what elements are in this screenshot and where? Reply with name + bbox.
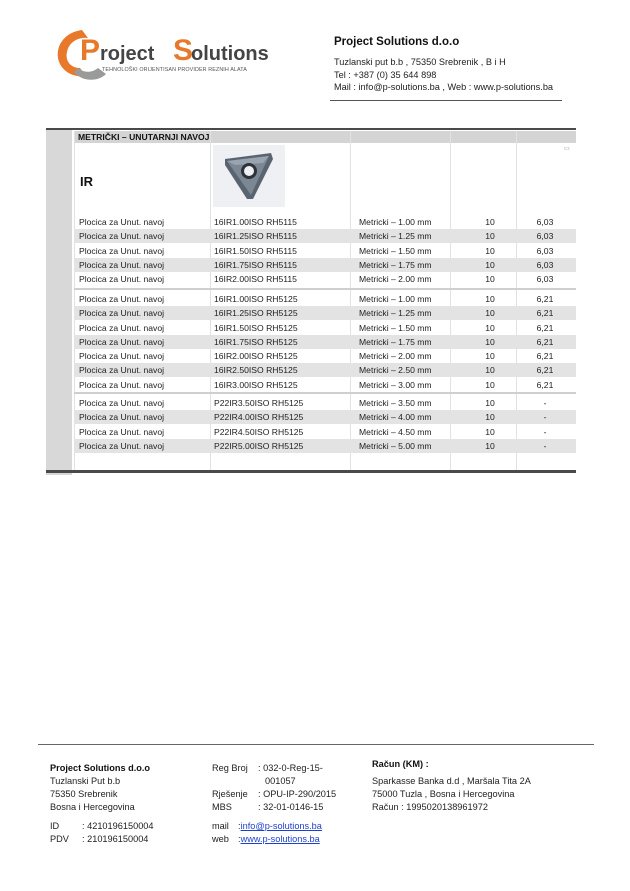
cell-product-name: Plocica za Unut. navoj [79,440,165,451]
company-mail-web: Mail : info@p-solutions.ba , Web : www.p-solutions.ba [334,82,554,92]
table-bottom-rule [46,470,576,473]
footer-reg-row [212,762,336,775]
logo-word-project: roject [100,43,155,65]
cell-product-name: Plocica za Unut. navoj [79,308,165,319]
cell-product-code: P22IR4.50ISO RH5125 [214,426,304,437]
cell-product-name: Plocica za Unut. navoj [79,379,165,390]
cell-price: 6,03 [536,245,554,256]
footer-mail-link[interactable]: info@p-solutions.ba [240,821,322,831]
footer-reg-row-2 [212,775,336,788]
footer-bank-account: Račun : 1995020138961972 [372,802,488,812]
footer-divider [38,744,594,745]
cell-product-code: 16IR1.00ISO RH5115 [214,217,297,227]
cell-thread-type: Metricki – 1.00 mm [359,294,432,304]
footer-web-row [212,833,336,846]
cell-product-code: 16IR1.75ISO RH5125 [214,336,298,347]
thread-insert-image [213,145,285,207]
table-row [74,335,576,349]
logo-letter-p: P [80,34,101,67]
cell-quantity: 10 [485,398,495,408]
cell-thread-type: Metricki – 1.75 mm [359,336,432,347]
table-row [74,410,576,424]
cell-product-code: 16IR1.25ISO RH5115 [214,231,297,242]
product-type-label: IR [80,174,93,189]
group-separator [74,392,576,394]
cell-price: 6,21 [536,351,554,361]
cell-product-name: Plocica za Unut. navoj [79,259,165,270]
cell-quantity: 10 [485,440,495,451]
cell-price: 6,21 [536,379,554,390]
cell-product-name: Plocica za Unut. navoj [79,336,165,347]
cell-product-code: 16IR1.00ISO RH5125 [214,294,298,304]
cell-price: - [543,412,547,423]
footer-company-name: Project Solutions d.o.o [50,763,151,773]
cell-thread-type: Metricki – 4.50 mm [359,426,432,437]
footer-mail-separator: : [238,821,241,831]
footer-id-row [50,820,154,833]
cell-price: 6,21 [536,365,554,376]
cell-quantity: 10 [485,217,495,227]
footer-reg-value: : 032-0-Reg-15- [258,763,323,773]
footer-reg-value-2: 001057 [265,776,296,786]
cell-price: 6,21 [536,322,554,333]
cell-price: - [543,398,547,408]
footer-rjesenje-row [212,788,336,801]
cell-quantity: 10 [485,274,495,284]
cell-product-code: P22IR3.50ISO RH5125 [214,398,304,408]
footer-rjesenje-label: Rješenje [212,789,248,799]
footer-web-link[interactable]: www.p-solutions.ba [240,834,320,844]
company-address: Tuzlanski put b.b , 75350 Srebrenik , B i H [334,57,506,67]
table-row [74,229,576,243]
cell-quantity: 10 [485,351,495,361]
footer-mbs-row [212,801,336,814]
table-row [74,363,576,377]
cell-thread-type: Metricki – 1.25 mm [359,308,432,319]
cell-product-code: P22IR5.00ISO RH5125 [214,440,304,451]
footer-id-value: : 4210196150004 [82,821,154,831]
footer-pdv-label: PDV [50,834,69,844]
table-row [74,244,576,258]
cell-price: 6,03 [536,259,554,270]
footer-bank-line-1: Sparkasse Banka d.d , Maršala Tita 2A [372,776,531,786]
footer-id-label: ID [50,821,60,831]
cell-product-name: Plocica za Unut. navoj [79,426,165,437]
footer-rjesenje-value: : OPU-IP-290/2015 [258,789,337,799]
cell-product-name: Plocica za Unut. navoj [79,398,165,408]
table-row [74,306,576,320]
cell-product-name: Plocica za Unut. navoj [79,365,165,376]
cell-thread-type: Metricki – 1.50 mm [359,322,432,333]
cell-thread-type: Metricki – 4.00 mm [359,412,432,423]
logo-tagline: TEHNOLOŠKI ORIJENTISAN PROVIDER REZNIH ALATA [102,67,247,73]
cell-price: 6,21 [536,294,554,304]
cell-product-code: 16IR3.00ISO RH5125 [214,379,298,390]
cell-quantity: 10 [485,294,495,304]
cell-thread-type: Metricki – 2.00 mm [359,351,432,361]
table-row [74,292,576,306]
footer-bank-title: Račun (KM) : [372,759,429,769]
cell-quantity: 10 [485,308,495,319]
company-logo [52,24,269,86]
table-row [74,378,576,392]
cell-price: 6,03 [536,217,554,227]
footer-address-2: 75350 Srebrenik [50,789,118,799]
footer-address-1: Tuzlanski Put b.b [50,776,121,786]
table-row [74,439,576,453]
footer-pdv-row [50,833,154,846]
cell-thread-type: Metricki – 3.50 mm [359,398,432,408]
cell-product-code: 16IR2.00ISO RH5115 [214,274,297,284]
cell-thread-type: Metricki – 1.00 mm [359,217,432,227]
logo-word-solutions: olutions [191,43,269,65]
cell-thread-type: Metricki – 2.50 mm [359,365,432,376]
cell-product-name: Plocica za Unut. navoj [79,217,165,227]
footer-pdv-value: : 210196150004 [82,834,149,844]
cell-product-name: Plocica za Unut. navoj [79,322,165,333]
cell-quantity: 10 [485,245,495,256]
section-title: METRIČKI – UNUTARNJI NAVOJ [78,132,210,142]
cell-product-code: 16IR2.50ISO RH5125 [214,365,298,376]
table-row [74,396,576,410]
cell-price: - [543,426,547,437]
cell-price: 6,03 [536,274,554,284]
group-separator [74,288,576,290]
table-top-rule [46,128,576,130]
cell-product-code: 16IR1.50ISO RH5125 [214,322,298,333]
table-row [74,425,576,439]
cell-quantity: 10 [485,322,495,333]
cell-product-code: 16IR1.75ISO RH5115 [214,259,297,270]
footer-company-column [50,762,154,846]
cell-quantity: 10 [485,336,495,347]
footer-reg-label: Reg Broj [212,763,248,773]
table-row [74,215,576,229]
footer-mail-row [212,820,336,833]
cell-thread-type: Metricki – 1.75 mm [359,259,432,270]
cell-thread-type: Metricki – 5.00 mm [359,440,432,451]
table-row [74,272,576,286]
cell-product-name: Plocica za Unut. navoj [79,245,165,256]
table-row [74,349,576,363]
footer-mail-label: mail [212,821,229,831]
footer-mbs-label: MBS [212,802,232,812]
table-row [74,258,576,272]
cell-price: 6,21 [536,308,554,319]
cell-quantity: 10 [485,412,495,423]
cell-quantity: 10 [485,259,495,270]
company-phone: Tel : +387 (0) 35 644 898 [334,69,437,80]
reference-mark: ▭ [564,146,570,152]
cell-product-code: 16IR1.25ISO RH5125 [214,308,298,319]
footer-web-label: web [212,834,229,844]
cell-product-name: Plocica za Unut. navoj [79,351,165,361]
cell-price: - [543,440,547,451]
company-contact-block [334,36,594,94]
cell-thread-type: Metricki – 1.25 mm [359,231,432,242]
footer-registration-column [212,762,336,846]
footer-bank-column [372,758,531,814]
table-left-strip [46,130,72,475]
footer-address-3: Bosna i Hercegovina [50,802,135,812]
logo-letter-s: S [173,34,194,67]
cell-product-code: 16IR1.50ISO RH5115 [214,245,297,256]
cell-quantity: 10 [485,379,495,390]
cell-product-name: Plocica za Unut. navoj [79,294,165,304]
company-name: Project Solutions d.o.o [334,36,460,48]
footer-bank-line-2: 75000 Tuzla , Bosna i Hercegovina [372,789,515,799]
cell-price: 6,03 [536,231,554,242]
footer-mbs-value: : 32-01-0146-15 [258,802,324,812]
cell-product-name: Plocica za Unut. navoj [79,231,165,242]
cell-price: 6,21 [536,336,554,347]
cell-product-name: Plocica za Unut. navoj [79,274,165,284]
cell-thread-type: Metricki – 3.00 mm [359,379,432,390]
cell-thread-type: Metricki – 2.00 mm [359,274,432,284]
cell-quantity: 10 [485,365,495,376]
cell-thread-type: Metricki – 1.50 mm [359,245,432,256]
cell-product-code: 16IR2.00ISO RH5125 [214,351,298,361]
cell-product-name: Plocica za Unut. navoj [79,412,165,423]
cell-quantity: 10 [485,426,495,437]
cell-quantity: 10 [485,231,495,242]
cell-product-code: P22IR4.00ISO RH5125 [214,412,304,423]
footer-web-separator: : [238,834,241,844]
header-divider [330,100,562,101]
table-row [74,321,576,335]
